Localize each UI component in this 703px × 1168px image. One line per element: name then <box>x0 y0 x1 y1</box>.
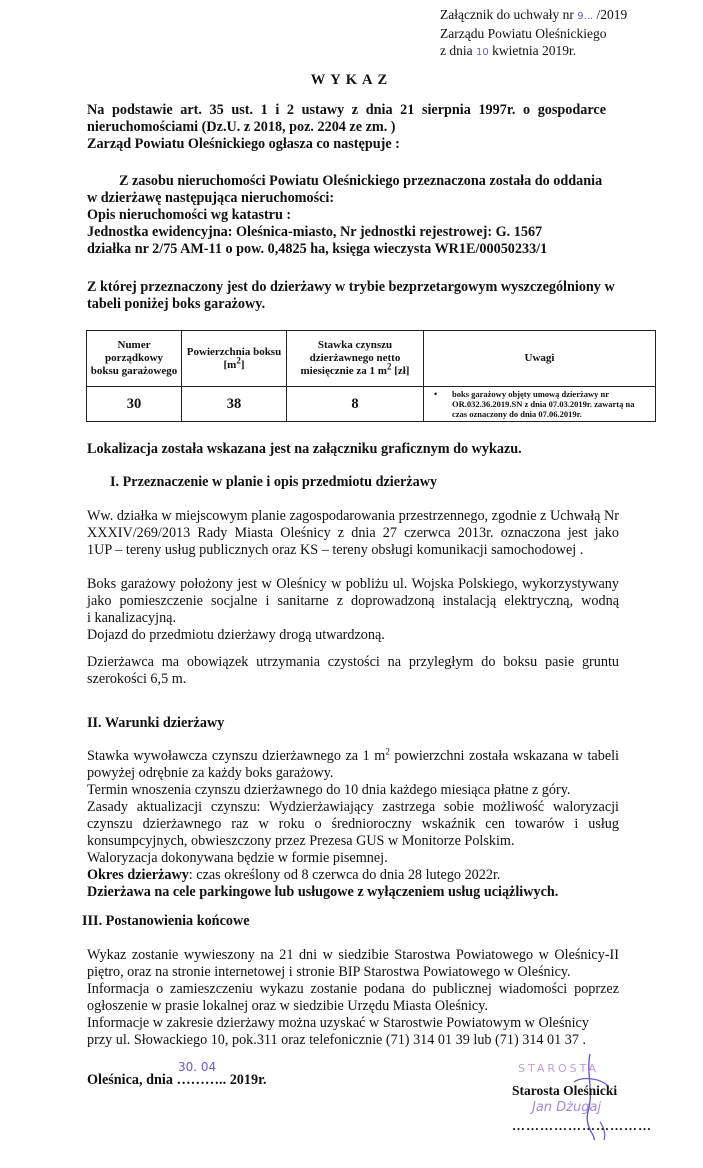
section-3-heading: III. Postanowienia końcowe <box>82 913 250 929</box>
header-line-3: z dnia 10 kwietnia 2019r. <box>440 43 577 58</box>
cell-numer: 30 <box>87 387 182 422</box>
legal-basis <box>87 102 606 153</box>
section-2-heading: II. Warunki dzierżawy <box>87 715 225 731</box>
location-note: Lokalizacja została wskazana jest na załączniku graficznym do wykazu. <box>87 441 522 457</box>
body-line: Opis nieruchomości wg katastru : <box>87 207 292 223</box>
body-line: Jednostka ewidencyjna: Oleśnica-miasto, Nr jednostki rejestrowej: G. 1567 <box>87 224 543 240</box>
cell-powierzchnia: 38 <box>182 387 287 422</box>
header-numer: Numer porządkowy boksu garażowego <box>87 331 182 387</box>
section-2-body: Stawka wywoławcza czynszu dzierżawnego za 1 $m^2$ powierzchni została wskazana w tabeli powyżej odrębnie za każdy boks garażowy. Termin wnoszenia czynszu dzierżawnego do 10 dnia każdego miesiąca płatne z góry. Zasady aktualizacji czynszu: Wydzierżawiający zastrzega sobie możliwość waloryzacji czynszu dzierżawnego raz w roku o średnioroczny wskaźnik cen towarów i usług konsumpcyjnych, obwieszczony przez Prezesa GUS w Monitorze Polskim. Waloryzacja dokonywana będzie w formie pisemnej. Okres dzierżawy: czas określony od 8 czerwca do dnia 28 lutego 2022r. Dzierżawa na cele parkingowe lub usługowe z wyłączeniem usług uciążliwych. <box>87 746 619 900</box>
section-3-body: Wykaz zostanie wywieszony na 21 dni w siedzibie Starostwa Powiatowego w Oleśnicy-II piętro, oraz na stronie internetowej i stronie BIP Starostwa Powiatowego w Oleśnicy. Informacja o zamieszczeniu wykazu zostanie podana do publicznej wiadomości poprzez ogłoszenie w prasie lokalnej oraz w siedzibie Urzędu Miasta Oleśnicy. Informacje w zakresie dzierżawy można uzyskać w Starostwie Powiatowym w Oleśnicy przy ul. Słowackiego 10, pok.311 oraz telefonicznie (71) 314 01 39 lub (71) 314 01 37 . <box>87 947 619 1048</box>
header-line-2: Zarządu Powiatu Oleśnickiego <box>440 26 607 41</box>
section-1-paragraph-1: Ww. działka w miejscowym planie zagospodarowania przestrzennego, zgodnie z Uchwałą Nr XXXIV/269/2013 Rady Miasta Oleśnicy z dnia 27 czerwca 2013r. oznaczona jest jako 1UP – tereny usług publicznych oraz KS – tereny obsługi komunikacji samochodowej . <box>87 508 619 558</box>
header-stawka: Stawka czynszu dzierżawnego netto miesięcznie za 1 $m^2$ [zł] <box>287 331 424 387</box>
signatory-title: Starosta Oleśnicki <box>512 1083 618 1098</box>
garage-box-table <box>86 330 656 422</box>
cell-stawka: 8 <box>287 387 424 422</box>
table-row <box>87 387 656 422</box>
bullet-icon: • <box>434 389 438 399</box>
section-1-paragraph-2: Boks garażowy położony jest w Oleśnicy w pobliżu ul. Wojska Polskiego, wykorzystywany jako pomieszczenie socjalne i sanitarne z doprowadzoną instalacją elektryczną, wodną i kanalizacyjną. Dojazd do przedmiotu dzierżawy drogą utwardzoną. <box>87 576 619 643</box>
section-1-paragraph-3: Dzierżawca ma obowiązek utrzymania czystości na przyległym do boksu pasie gruntu szerokości 6,5 m. <box>87 654 619 687</box>
header-uwagi: Uwagi <box>424 331 656 387</box>
handwritten-number: 9... <box>577 11 594 22</box>
cell-uwagi: • boks garażowy objęty umową dzierżawy nr OR.032.36.2019.SN z dnia 07.03.2019r. zawartą na czas oznaczony do dnia 07.06.2019r. <box>424 387 656 422</box>
intro-line: Zarząd Powiatu Oleśnickiego ogłasza co następuje : <box>87 136 400 152</box>
signature-line: ………………………… <box>512 1118 652 1133</box>
body-line: tabeli poniżej boks garażowy. <box>87 296 266 312</box>
section-1-heading: I. Przeznaczenie w planie i opis przedmiotu dzierżawy <box>110 474 438 490</box>
handwritten-day: 10 <box>476 47 489 58</box>
header-line-1: Załącznik do uchwały nr 9... /2019 <box>440 7 628 22</box>
body-line: Z zasobu nieruchomości Powiatu Oleśnickiego przeznaczona została do oddania <box>119 173 603 189</box>
place-and-date: Oleśnica, dnia ……….. 2019r. 30. 04 <box>87 1060 267 1088</box>
body-line: działka nr 2/75 AM-11 o pow. 0,4825 ha, księga wieczysta WR1E/00050233/1 <box>87 241 548 257</box>
table-header-row <box>87 331 656 387</box>
stamp-name: Jan Dżugaj <box>532 1100 602 1115</box>
handwritten-date: 30. 04 <box>178 1060 217 1074</box>
intro-line: Na podstawie art. 35 ust. 1 i 2 ustawy z dnia 21 sierpnia 1997r. o gospodarce <box>87 102 606 118</box>
body-line: w dzierżawę następująca nieruchomości: <box>87 190 335 206</box>
attachment-header <box>440 6 627 61</box>
lease-scope <box>87 279 617 313</box>
property-description <box>87 173 617 258</box>
intro-line: nieruchomościami (Dz.U. z 2018, poz. 2204 ze zm. ) <box>87 119 396 135</box>
document-title: WYKAZ <box>310 72 393 88</box>
body-line: Z której przeznaczony jest do dzierżawy w trybie bezprzetargowym wyszczególniony w <box>87 279 615 295</box>
header-powierzchnia: Powierzchnia boksu $[m^2]$ <box>182 331 287 387</box>
stamp-title: STAROSTA <box>518 1062 600 1075</box>
